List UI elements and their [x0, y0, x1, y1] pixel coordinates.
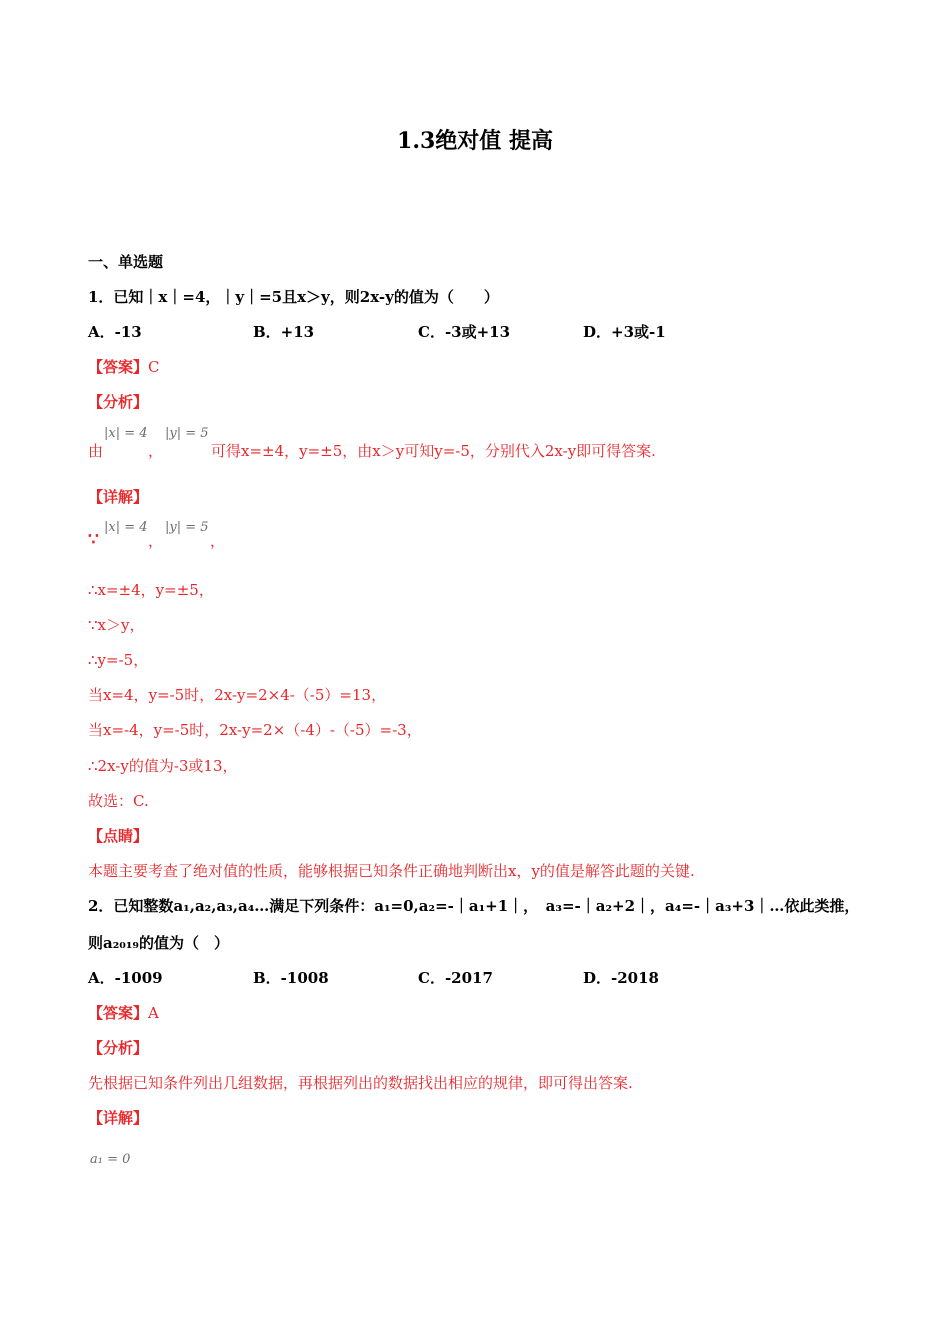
q1-detail-label: 【详解】 [88, 488, 149, 506]
q1-analysis-sep: ， [148, 442, 164, 460]
answer-label: 【答案】 [88, 1004, 149, 1022]
q2-option-d: D．-2018 [583, 969, 659, 987]
q1-step: 当x=4，y=-5时，2x-y=2×4-（-5）=13， [88, 686, 387, 704]
q2-answer [88, 1002, 159, 1023]
q2-stem-line1: 2．已知整数a₁,a₂,a₃,a₄…满足下列条件：a₁=0,a₂=-｜a₁+1｜， a₃=-｜a₂+2｜，a₄=-｜a₃+3｜…依此类推， [88, 897, 860, 915]
answer-label: 【答案】 [88, 358, 149, 376]
q2-option-a: A．-1009 [88, 969, 163, 987]
q1-detail-math-x: |x| = 4 [104, 520, 148, 535]
q2-analysis-label: 【分析】 [88, 1039, 149, 1057]
q2-detail-math: a₁ = 0 [90, 1152, 131, 1167]
q1-analysis-math-y: |y| = 5 [165, 426, 209, 441]
q1-option-a: A．-13 [88, 323, 142, 341]
q1-step: 故选：C. [88, 792, 149, 810]
q2-stem-line2: 则a₂₀₁₉的值为（ ） [88, 934, 229, 952]
section-heading: 一、单选题 [88, 253, 164, 271]
answer-value: A [148, 1004, 159, 1022]
q1-analysis-text: 可得x=±4，y=±5，由x＞y可知y=-5，分别代入2x-y即可得答案. [211, 442, 656, 460]
q1-answer [88, 356, 160, 377]
q1-detail-math-y: |y| = 5 [165, 520, 209, 535]
q1-step: ∴y=-5， [88, 651, 149, 669]
q1-analysis-math-x: |x| = 4 [104, 426, 148, 441]
q1-detail-sep: ， [148, 532, 164, 550]
q1-option-c: C．-3或+13 [418, 323, 511, 341]
q1-analysis-prefix: 由 [88, 442, 104, 460]
q2-option-b: B．-1008 [253, 969, 329, 987]
because-symbol: ∵ [88, 530, 99, 550]
q1-step: 当x=-4，y=-5时，2x-y=2×（-4）-（-5）=-3， [88, 721, 422, 739]
q2-option-c: C．-2017 [418, 969, 493, 987]
q1-step: ∴x=±4，y=±5， [88, 581, 214, 599]
q2-detail-label: 【详解】 [88, 1109, 149, 1127]
q1-detail-end: ， [210, 532, 226, 550]
q1-step: ∵x＞y， [88, 616, 145, 634]
page-title: 1.3绝对值 提高 [397, 128, 553, 154]
q1-option-b: B．+13 [253, 323, 315, 341]
q1-analysis-label: 【分析】 [88, 393, 149, 411]
q1-point-text: 本题主要考查了绝对值的性质，能够根据已知条件正确地判断出x，y的值是解答此题的关键. [88, 862, 695, 880]
q2-analysis-text: 先根据已知条件列出几组数据，再根据列出的数据找出相应的规律，即可得出答案. [88, 1074, 633, 1092]
q1-stem: 1．已知｜x｜=4，｜y｜=5且x＞y，则2x-y的值为（ ） [88, 288, 499, 306]
q1-option-d: D．+3或-1 [583, 323, 666, 341]
q1-step: ∴2x-y的值为-3或13， [88, 757, 238, 775]
answer-value: C [148, 358, 160, 376]
q1-point-label: 【点睛】 [88, 827, 149, 845]
